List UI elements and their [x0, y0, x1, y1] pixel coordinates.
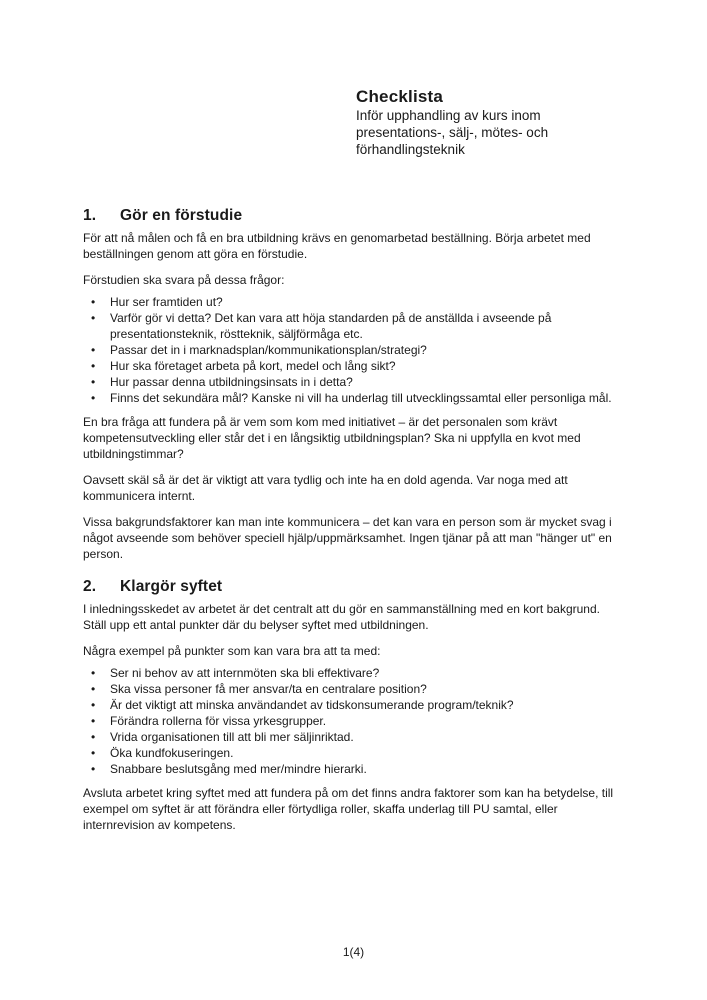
bullet-item: • Snabbare beslutsgång med mer/mindre hierarki.	[83, 761, 643, 777]
page-number: 1(4)	[342, 945, 365, 959]
paragraph: Några exempel på punkter som kan vara bra att ta med:	[83, 644, 381, 658]
document-header	[356, 87, 618, 158]
section-2-title: Klargör syftet	[120, 578, 223, 595]
section-1-number: 1.	[83, 207, 97, 224]
bullet-item: • Öka kundfokuseringen.	[83, 745, 643, 761]
bullet-item: • Hur ser framtiden ut?	[83, 294, 643, 310]
document-body	[83, 207, 626, 833]
paragraph: En bra fråga att fundera på är vem som kom med initiativet – är det personalen som krävt kompetensutveckling eller står det i en långsiktig utbildningsplan? Ska ni uppfylla en kvot med utbildningstimmar?	[83, 415, 581, 461]
section-2-number: 2.	[83, 578, 97, 595]
bullet-item: • Varför gör vi detta? Det kan vara att höja standarden på de anställda i avseende på presentationsteknik, röstteknik, säljförmåga etc.	[83, 310, 643, 342]
section-forstudie	[83, 207, 626, 562]
bullet-item: • Ska vissa personer få mer ansvar/ta en centralare position?	[83, 681, 643, 697]
bullet-item: • Vrida organisationen till att bli mer säljinriktad.	[83, 729, 643, 745]
document-title: Checklista	[356, 87, 444, 106]
paragraph: Vissa bakgrundsfaktorer kan man inte kommunicera – det kan vara en person som är mycket svag i något avseende som behöver speciell hjälp/uppmärksamhet. Ingen tjänar på att man "hänger ut" en person.	[83, 515, 612, 561]
bullet-item: • Hur passar denna utbildningsinsats in i detta?	[83, 374, 643, 390]
paragraph: För att nå målen och få en bra utbildning krävs en genomarbetad beställning. Börja arbetet med beställningen genom att göra en förstudie.	[83, 231, 591, 261]
paragraph: Avsluta arbetet kring syftet med att fundera på om det finns andra faktorer som kan ha betydelse, till exempel om syftet är att förändra eller förtydliga roller, skaffa underlag till PU samtal, eller internrevision av kompetens.	[83, 786, 614, 832]
section-1-title: Gör en förstudie	[120, 207, 243, 224]
bullet-item: • Passar det in i marknadsplan/kommunikationsplan/strategi?	[83, 342, 643, 358]
document-subtitle: Inför upphandling av kurs inom presentations-, sälj-, mötes- och förhandlingsteknik	[356, 108, 549, 157]
bullet-item: • Ser ni behov av att internmöten ska bli effektivare?	[83, 665, 643, 681]
bullet-item: • Är det viktigt att minska användandet av tidskonsumerande program/teknik?	[83, 697, 643, 713]
paragraph: Förstudien ska svara på dessa frågor:	[83, 273, 285, 287]
section-1-heading	[83, 207, 626, 225]
section-2-heading	[83, 578, 626, 596]
paragraph: Oavsett skäl så är det är viktigt att vara tydlig och inte ha en dold agenda. Var noga med att kommunicera internt.	[83, 473, 568, 503]
bullet-item: • Förändra rollerna för vissa yrkesgrupper.	[83, 713, 643, 729]
bullet-list-syfte	[83, 665, 643, 777]
section-klargor-syftet	[83, 578, 626, 833]
bullet-item: • Finns det sekundära mål? Kanske ni vill ha underlag till utvecklingssamtal eller personliga mål.	[83, 390, 643, 406]
paragraph: I inledningsskedet av arbetet är det centralt att du gör en sammanställning med en kort bakgrund. Ställ upp ett antal punkter där du belyser syftet med utbildningen.	[83, 602, 600, 632]
bullet-list-forstudie	[83, 294, 643, 406]
bullet-item: • Hur ska företaget arbeta på kort, medel och lång sikt?	[83, 358, 643, 374]
